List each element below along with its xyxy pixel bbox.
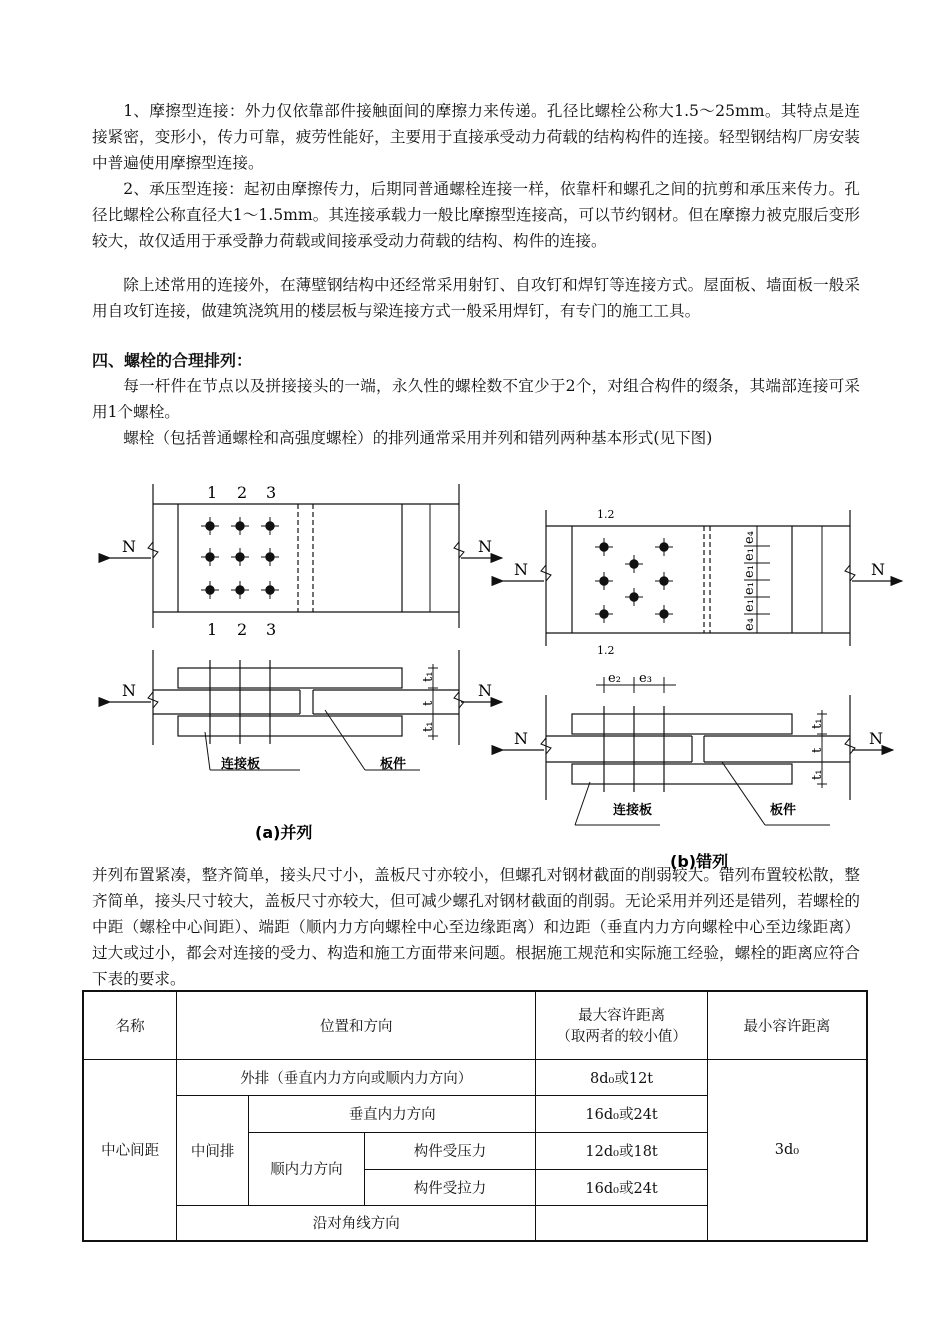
caption-b-staggered: (b)错列 [670,852,729,870]
header-position: 位置和方向 [177,991,536,1059]
force-label-b-left: N [514,560,528,579]
dimension-label-e3: e₃ [639,671,652,686]
header-max-line-2: （取两者的较小值） [556,1029,687,1046]
cell-diagonal: 沿对角线方向 [177,1205,536,1241]
paragraph-arrangement-forms: 螺栓（包括普通螺栓和高强度螺栓）的排列通常采用并列和错列两种基本形式(见下图) [123,429,713,447]
bolt-icon [595,572,613,590]
figure-a-plan-view [148,484,464,628]
table-row [83,1059,867,1095]
bolt-icon [201,548,219,566]
paragraph-min-bolt-count: 每一杆件在节点以及拼接接头的一端，永久性的螺栓数不宜少于2个，对组合构件的缀条，其端部连接可采用1个螺栓。 [92,377,860,421]
force-label-b-section-left: N [514,729,528,748]
bolt-icon [201,581,219,599]
cell-perp-force: 垂直内力方向 [249,1095,536,1132]
header-max-distance [536,991,708,1059]
thickness-label-b-t1-bottom: t₁ [810,769,825,780]
cell-tension-max: 16d₀或24t [536,1169,708,1205]
dimension-label-e1-d: e₁ [742,599,757,612]
cell-compression-max: 12d₀或18t [536,1132,708,1169]
cell-center-spacing: 中心间距 [83,1059,177,1241]
force-label-a-section-left: N [122,681,136,700]
caption-a-parallel: (a)并列 [255,823,313,842]
thickness-label-a-t1-bottom: t₁ [421,721,436,732]
bolt-icon [201,517,219,535]
cell-min-value: 3d₀ [707,1059,867,1241]
cell-perp-force-max: 16d₀或24t [536,1095,708,1132]
column-label-top-1: 1 [207,483,218,502]
cell-along-force: 顺内力方向 [249,1132,365,1205]
bolt-icon [595,538,613,556]
bolt-icon [595,605,613,623]
section-heading-bolt-arrangement: 四、螺栓的合理排列： [92,351,253,370]
bolt-spacing-table [82,990,868,1242]
label-a-plate-member: 板件 [380,757,407,772]
thickness-label-b-t1-top: t₁ [810,718,825,729]
bolt-group-staggered [595,538,673,623]
thickness-label-a-t: t [421,700,436,706]
table-header-row [83,991,867,1059]
figure-b-section-view [541,695,855,825]
paragraph-friction-connection: 1、摩擦型连接：外力仅依靠部件接触面间的摩擦力来传递。孔径比螺栓公称大1.5～25mm。其特点是连接紧密，变形小，传力可靠，疲劳性能好，主要用于直接承受动力荷载的结构构件的连接。轻型钢结构厂房安装中普遍使用摩擦型连接。 [92,102,860,172]
bolt-icon [261,581,279,599]
dimension-label-e1-c: e₁ [742,582,757,595]
force-label-a-left: N [122,537,136,556]
force-label-a-section-right: N [478,681,492,700]
bolt-icon [625,588,643,606]
cell-tension: 构件受拉力 [364,1169,536,1205]
bolt-icon [261,548,279,566]
label-a-splice-plate: 连接板 [221,757,261,772]
column-label-top-3: 3 [266,483,277,502]
bolt-icon [231,548,249,566]
label-b-splice-plate: 连接板 [613,803,653,818]
force-label-b-section-right: N [869,729,883,748]
column-label-top-2: 2 [237,483,248,502]
dimension-label-e4-top: e₄ [742,531,757,544]
figure-b-plan-view [541,510,855,646]
dimension-label-e1-a: e₁ [742,548,757,561]
column-label-bottom-3: 3 [266,620,277,639]
bolt-group-parallel [201,517,279,599]
header-max-line-1: 最大容许距离 [578,1008,666,1025]
dimension-label-e1-b: e₁ [742,565,757,578]
paragraph-other-connections: 除上述常用的连接外，在薄壁钢结构中还经常采用射钉、自攻钉和焊钉等连接方式。屋面板、墙面板一般采用自攻钉连接，做建筑浇筑用的楼层板与梁连接方式一般采用焊钉，有专门的施工工具。 [92,276,860,320]
header-name: 名称 [83,991,177,1059]
header-min-distance: 最小容许距离 [707,991,867,1059]
cell-outer-row-max: 8d₀或12t [536,1059,708,1095]
label-b-plate-member: 板件 [770,803,797,818]
column-label-bottom-2: 2 [237,620,248,639]
force-label-a-right: N [478,537,492,556]
cell-diagonal-max [536,1205,708,1241]
bolt-icon [655,605,673,623]
force-label-b-right: N [871,560,885,579]
bolt-icon [231,581,249,599]
thickness-label-b-t: t [810,747,825,753]
paragraph-bearing-connection: 2、承压型连接：起初由摩擦传力，后期同普通螺栓连接一样，依靠杆和螺孔之间的抗剪和承压来传力。孔径比螺栓公称直径大1～1.5mm。其连接承载力一般比摩擦型连接高，可以节约钢材。但在摩擦力被克服后变形较大，故仅适用于承受静力荷载或间接承受动力荷载的结构、构件的连接。 [92,180,860,250]
bolt-arrangement-figure [0,470,950,870]
paragraph-arrangement-comparison: 并列布置紧凑，整齐简单，接头尺寸小，盖板尺寸亦较小，但螺孔对钢材截面的削弱较大。错列布置较松散，整齐简单，接头尺寸较大，盖板尺寸亦较大，但可减少螺孔对钢材截面的削弱。无论采用并列还是错列，若螺栓的中距（螺栓中心间距）、端距（顺内力方向螺栓中心至边缘距离）和边距（垂直内力方向螺栓中心至边缘距离）过大或过小，都会对连接的受力、构造和施工方面带来问题。根据施工规范和实际施工经验，螺栓的距离应符合下表的要求。 [92,866,860,988]
bolt-icon [231,517,249,535]
bolt-icon [625,555,643,573]
thickness-label-a-t1-top: t₁ [421,671,436,682]
bolt-icon [655,538,673,556]
cell-middle-row: 中间排 [177,1095,249,1205]
cell-compression: 构件受压力 [364,1132,536,1169]
dimension-label-e2: e₂ [608,671,621,686]
edge-label-b-bottom: 1.2 [597,644,615,657]
figure-a-section-view [148,650,464,770]
cell-outer-row: 外排（垂直内力方向或顺内力方向） [177,1059,536,1095]
edge-label-b-top: 1.2 [597,508,615,521]
bolt-icon [261,517,279,535]
column-label-bottom-1: 1 [207,620,218,639]
dimension-label-e4-bottom: e₄ [742,618,757,631]
bolt-icon [655,572,673,590]
